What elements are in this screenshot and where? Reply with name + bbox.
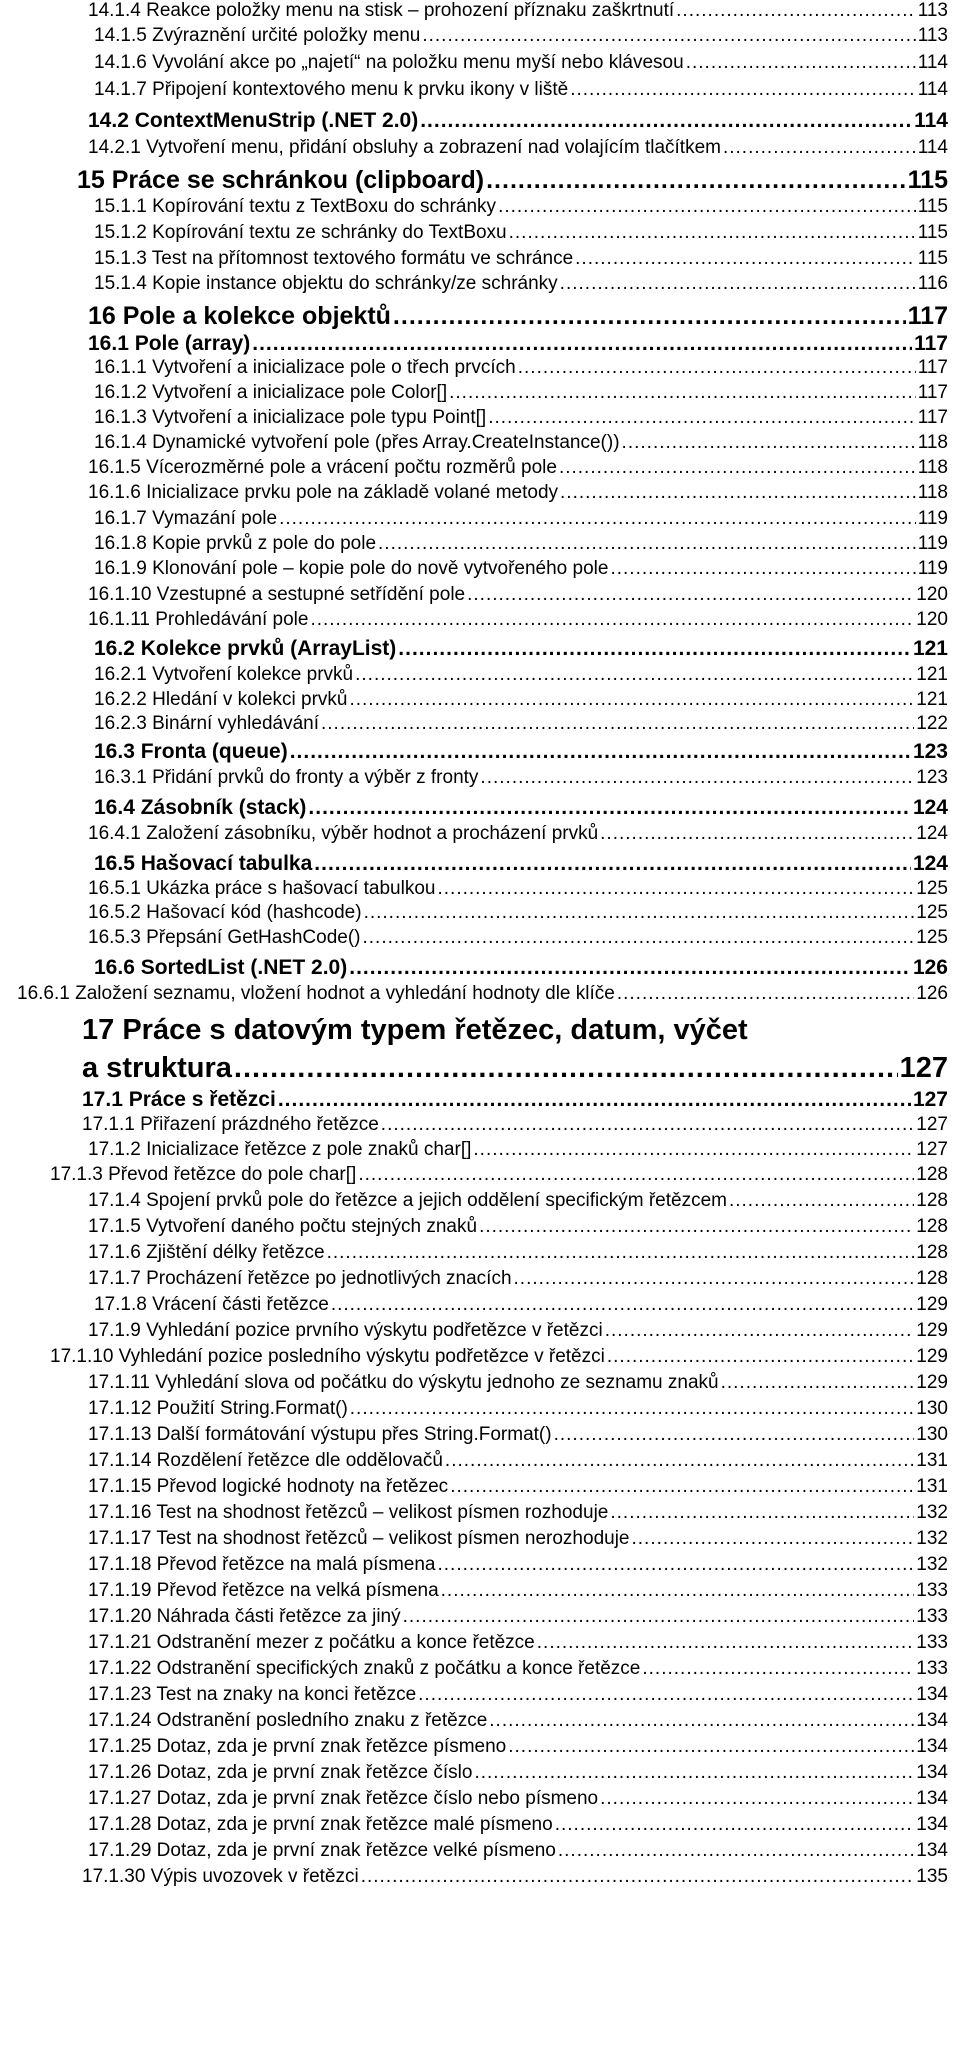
toc-leader-dots [686,52,916,74]
toc-page-number: 122 [916,713,948,734]
toc-leader-dots [575,248,916,270]
toc-entry-title: 16.1.8 Kopie prvků z pole do pole [94,533,377,554]
toc-leader-dots [363,927,915,949]
toc-leader-dots [474,1762,914,1784]
toc-page-number: 115 [917,196,948,217]
toc-entry-title: 17.1 Práce s řetězci [82,1088,276,1111]
toc-entry-title: 16.2.3 Binární vyhledávání [94,713,319,734]
toc-entry[interactable] [88,1736,948,1758]
toc-entry-title: 16.2.2 Hledání v kolekci prvků [94,689,348,710]
toc-page-number: 124 [916,823,948,844]
toc-page-number: 115 [917,222,948,243]
toc-entry-title: 16.1.3 Vytvoření a inicializace pole typu Point[] [94,407,487,428]
toc-entry-title: 14.1.7 Připojení kontextového menu k prvku ikony v liště [94,79,569,100]
toc-page-number: 127 [912,1088,948,1111]
toc-leader-dots [361,1866,915,1888]
toc-page-number: 133 [916,1580,948,1601]
toc-section[interactable] [94,851,948,876]
toc-leader-dots [555,1814,915,1836]
toc-leader-dots [310,609,914,631]
toc-entry-title: 14.1.4 Reakce položky menu na stisk – prohození příznaku zaškrtnutí [88,0,675,21]
toc-leader-dots [314,851,911,876]
toc-leader-dots [676,0,916,22]
toc-leader-dots [480,767,914,789]
toc-leader-dots [554,1424,915,1446]
toc-page-number: 128 [916,1268,948,1289]
toc-page-number: 134 [916,1814,948,1835]
toc-entry-title: 14.1.5 Zvýraznění určité položky menu [94,25,421,46]
toc-entry-title: 16.2.1 Vytvoření kolekce prvků [94,664,354,685]
toc-leader-dots [403,1606,915,1628]
toc-entry[interactable] [88,1268,948,1290]
toc-entry[interactable] [88,1684,948,1706]
toc-leader-dots [398,636,911,661]
toc-page-number: 134 [916,1840,948,1861]
toc-page-number: 121 [916,664,948,685]
toc-page-number: 116 [917,273,948,294]
toc-entry[interactable] [88,1398,948,1420]
toc-entry[interactable] [94,713,948,735]
toc-entry[interactable] [88,1139,948,1161]
toc-page-number: 117 [907,302,948,330]
toc-page-number: 133 [916,1632,948,1653]
toc-leader-dots [321,713,914,735]
toc-page-number: 128 [916,1216,948,1237]
toc-leader-dots [278,1087,911,1112]
toc-entry-title: 17.1.22 Odstranění specifických znaků z počátku a konce řetězce [88,1658,641,1679]
toc-entry[interactable] [94,248,948,270]
toc-page-number: 113 [917,25,948,46]
toc-leader-dots [331,1294,914,1316]
toc-entry[interactable] [88,823,948,845]
toc-leader-dots [642,1658,914,1680]
toc-entry[interactable] [88,902,948,924]
toc-leader-dots [234,1051,898,1085]
toc-leader-dots [518,357,916,379]
toc-entry-title: 17.1.21 Odstranění mezer z počátku a konce řetězce [88,1632,535,1653]
toc-page-number: 123 [912,740,948,763]
toc-page-number: 132 [916,1528,948,1549]
toc-entry-title: 17.1.1 Přiřazení prázdného řetězce [82,1114,379,1135]
toc-entry-title: 17.1.8 Vrácení části řetězce [94,1294,329,1315]
toc-entry-title: 17.1.28 Dotaz, zda je první znak řetězce malé písmeno [88,1814,553,1835]
toc-entry-title: 17.1.19 Převod řetězce na velká písmena [88,1580,439,1601]
toc-page-number: 119 [917,558,948,579]
toc-page-number: 125 [916,902,948,923]
toc-leader-dots [514,1268,915,1290]
toc-page-number: 125 [916,927,948,948]
toc-page-number: 126 [916,983,948,1004]
toc-entry[interactable] [17,983,948,1005]
toc-entry-title: 16.5.3 Přepsání GetHashCode() [88,927,361,948]
toc-leader-dots [467,584,914,606]
toc-leader-dots [600,1788,914,1810]
toc-page-number: 128 [916,1164,948,1185]
toc-entry-title: 16.1.7 Vymazání pole [94,508,278,529]
toc-page-number: 128 [916,1242,948,1263]
toc-page-number: 115 [917,248,948,269]
toc-page-number: 130 [916,1398,948,1419]
toc-leader-dots [632,1528,915,1550]
toc-leader-dots [600,823,914,845]
toc-entry[interactable] [88,482,948,504]
toc-page-number: 134 [916,1788,948,1809]
toc-entry[interactable] [88,137,948,159]
toc-entry[interactable] [82,1866,948,1888]
toc-chapter[interactable] [82,1051,948,1085]
toc-entry-title: 16.5.1 Ukázka práce s hašovací tabulkou [88,878,436,899]
toc-chapter[interactable] [82,1013,748,1047]
toc-entry[interactable] [94,558,948,580]
toc-entry-title: 17.1.29 Dotaz, zda je první znak řetězce velké písmeno [88,1840,556,1861]
toc-entry[interactable] [88,1762,948,1784]
toc-leader-dots [488,407,916,429]
toc-section[interactable] [88,108,948,133]
toc-entry[interactable] [94,79,948,101]
toc-page-number: 131 [916,1450,948,1471]
toc-leader-dots [559,457,916,479]
toc-section[interactable] [94,739,948,764]
toc-entry[interactable] [94,767,948,789]
toc-page-number: 134 [916,1736,948,1757]
toc-entry[interactable] [94,52,948,74]
toc-leader-dots [622,432,916,454]
toc-entry-title: 16.1.5 Vícerozměrné pole a vrácení počtu rozměrů pole [88,457,557,478]
toc-entry[interactable] [88,1632,948,1654]
toc-entry[interactable] [88,1528,948,1550]
toc-page-number: 117 [917,407,948,428]
toc-leader-dots [437,1554,914,1576]
toc-page-number: 134 [916,1684,948,1705]
toc-entry-title: 15.1.1 Kopírování textu z TextBoxu do schránky [94,196,497,217]
toc-page-number: 118 [917,482,948,503]
toc-page-number: 120 [916,584,948,605]
toc-entry[interactable] [88,1372,948,1394]
toc-entry-title: 16.1.11 Prohledávání pole [88,609,309,630]
toc-leader-dots [473,1139,914,1161]
toc-entry-title: 17.1.11 Vyhledání slova od počátku do výskytu jednoho ze seznamu znaků [88,1372,719,1393]
toc-page-number: 125 [916,878,948,899]
toc-leader-dots [558,1840,914,1862]
toc-chapter[interactable] [77,165,948,195]
toc-entry[interactable] [94,407,948,429]
toc-page-number: 134 [916,1710,948,1731]
toc-leader-dots [509,222,916,244]
toc-page-number: 132 [916,1502,948,1523]
toc-entry-title: 16.1.1 Vytvoření a inicializace pole o třech prvcích [94,357,516,378]
toc-entry-title: 17.1.12 Použití String.Format() [88,1398,348,1419]
toc-entry-title: 17.1.24 Odstranění posledního znaku z řetězce [88,1710,488,1731]
toc-entry-title: 16.2 Kolekce prvků (ArrayList) [94,637,397,660]
toc-entry-title: 17.1.30 Výpis uvozovek v řetězci [82,1866,359,1887]
toc-entry[interactable] [88,1840,948,1862]
toc-section[interactable] [88,331,948,356]
toc-entry[interactable] [50,1346,948,1368]
toc-entry-title: 16.1.10 Vzestupné a sestupné setřídění pole [88,584,466,605]
toc-page-number: 129 [916,1294,948,1315]
toc-leader-dots [445,1450,914,1472]
toc-section[interactable] [94,955,948,980]
toc-entry-title: 16.6.1 Založení seznamu, vložení hodnot a vyhledání hodnoty dle klíče [17,983,615,1004]
toc-page-number: 114 [917,79,948,100]
toc-entry[interactable] [88,1320,948,1342]
toc-entry-title: 17.1.4 Spojení prvků pole do řetězce a jejich oddělení specifickým řetězcem [88,1190,727,1211]
toc-page-number: 117 [914,332,948,355]
toc-entry[interactable] [88,1658,948,1680]
toc-entry-title: 14.2 ContextMenuStrip (.NET 2.0) [88,109,419,132]
toc-entry[interactable] [88,1450,948,1472]
toc-leader-dots [252,331,912,356]
toc-leader-dots [381,1114,915,1136]
toc-page-number: 124 [912,796,948,819]
toc-entry-title: 17.1.7 Procházení řetězce po jednotlivých znacích [88,1268,512,1289]
toc-entry-title: 16.1.4 Dynamické vytvoření pole (přes Array.CreateInstance()) [94,432,620,453]
toc-entry[interactable] [94,196,948,218]
toc-page-number: 129 [916,1346,948,1367]
toc-entry-title: 16.4.1 Založení zásobníku, výběr hodnot a procházení prvků [88,823,599,844]
toc-page-number: 128 [916,1190,948,1211]
toc-page-number: 127 [916,1139,948,1160]
toc-leader-dots [327,1242,915,1264]
toc-entry[interactable] [94,689,948,711]
toc-page-number: 118 [917,432,948,453]
toc-entry-title: 15.1.2 Kopírování textu ze schránky do TextBoxu [94,222,507,243]
toc-entry[interactable] [88,1814,948,1836]
toc-leader-dots [418,1684,914,1706]
toc-entry[interactable] [88,0,948,22]
toc-page-number: 127 [916,1114,948,1135]
toc-entry[interactable] [88,1216,948,1238]
toc-page-number: 130 [916,1424,948,1445]
toc-entry-title: 14.1.6 Vyvolání akce po „najetí“ na položku menu myší nebo klávesou [94,52,684,73]
toc-entry-title: 17.1.15 Převod logické hodnoty na řetězec [88,1476,449,1497]
toc-leader-dots [617,983,914,1005]
toc-entry[interactable] [94,1294,948,1316]
toc-entry[interactable] [88,1554,948,1576]
toc-entry[interactable] [94,382,948,404]
toc-page-number: 126 [912,956,948,979]
toc-page-number: 117 [917,382,948,403]
toc-page-number: 119 [917,533,948,554]
toc-entry-title: 16.5 Hašovací tabulka [94,852,313,875]
toc-entry-title: 17.1.14 Rozdělení řetězce dle oddělovačů [88,1450,443,1471]
toc-page-number: 114 [914,109,948,132]
toc-page-number: 115 [907,166,948,194]
toc-page-number: 129 [916,1320,948,1341]
toc-entry-title: 17.1.3 Převod řetězce do pole char[] [50,1164,357,1185]
toc-entry[interactable] [88,1580,948,1602]
toc-section[interactable] [94,795,948,820]
toc-leader-dots [486,165,906,195]
toc-leader-dots [290,739,911,764]
toc-section[interactable] [82,1087,948,1112]
toc-leader-dots [610,558,915,580]
toc-entry-title: 16.4 Zásobník (stack) [94,796,307,819]
toc-leader-dots [279,508,916,530]
toc-entry[interactable] [94,357,948,379]
toc-leader-dots [393,301,906,331]
toc-entry-title: 17.1.6 Zjištění délky řetězce [88,1242,325,1263]
toc-page-number: 113 [917,0,948,21]
toc-page-number: 133 [916,1658,948,1679]
toc-leader-dots [422,25,915,47]
toc-page-number: 114 [917,52,948,73]
toc-entry-title: 17.1.17 Test na shodnost řetězců – velikost písmen nerozhoduje [88,1528,630,1549]
toc-leader-dots [349,689,914,711]
toc-entry[interactable] [50,1164,948,1186]
toc-leader-dots [607,1346,914,1368]
toc-page-number: 133 [916,1606,948,1627]
toc-leader-dots [721,1372,915,1394]
toc-leader-dots [570,79,916,101]
toc-entry-title: 17.1.13 Další formátování výstupu přes String.Format() [88,1424,552,1445]
toc-entry[interactable] [88,1606,948,1628]
toc-page-number: 123 [916,767,948,788]
toc-entry-title: 15 Práce se schránkou (clipboard) [77,166,485,194]
toc-page-number: 120 [916,609,948,630]
toc-entry-title: 17.1.27 Dotaz, zda je první znak řetězce číslo nebo písmeno [88,1788,599,1809]
toc-entry[interactable] [94,664,948,686]
toc-leader-dots [489,1710,914,1732]
toc-entry[interactable] [88,1710,948,1732]
toc-leader-dots [350,1398,915,1420]
toc-page-number: 129 [916,1372,948,1393]
toc-entry-title: 16.5.2 Hašovací kód (hashcode) [88,902,362,923]
toc-leader-dots [723,137,916,159]
toc-entry[interactable] [88,878,948,900]
toc-entry-title: 16.6 SortedList (.NET 2.0) [94,956,348,979]
toc-entry[interactable] [94,273,948,295]
toc-page-number: 119 [917,508,948,529]
toc-entry-title: 17.1.23 Test na znaky na konci řetězce [88,1684,417,1705]
toc-leader-dots [308,795,911,820]
toc-page-number: 132 [916,1554,948,1575]
toc-leader-dots [364,902,915,924]
toc-leader-dots [358,1164,914,1186]
toc-entry-title: 16.1.6 Inicializace prvku pole na základě volané metody [88,482,559,503]
toc-entry[interactable] [88,1788,948,1810]
toc-page-number: 118 [917,457,948,478]
toc-entry[interactable] [94,432,948,454]
toc-leader-dots [610,1502,914,1524]
toc-leader-dots [537,1632,915,1654]
toc-entry-title: 15.1.3 Test na přítomnost textového formátu ve schránce [94,248,574,269]
toc-entry-title: 16.1.2 Vytvoření a inicializace pole Color[] [94,382,448,403]
toc-entry-title: 16 Pole a kolekce objektů [88,302,391,330]
toc-entry-title: 14.2.1 Vytvoření menu, přidání obsluhy a zobrazení nad volajícím tlačítkem [88,137,721,158]
toc-entry[interactable] [94,222,948,244]
toc-entry-title: 16.1 Pole (array) [88,332,251,355]
toc-page-number: 121 [912,637,948,660]
toc-entry[interactable] [88,1476,948,1498]
toc-entry-title: 17.1.2 Inicializace řetězce z pole znaků char[] [88,1139,472,1160]
toc-leader-dots [560,273,916,295]
toc-page-number: 124 [912,852,948,875]
toc-leader-dots [498,196,916,218]
toc-entry[interactable] [94,25,948,47]
toc-leader-dots [437,878,914,900]
toc-leader-dots [508,1736,914,1758]
toc-entry-title: 16.3 Fronta (queue) [94,740,288,763]
toc-page-number: 127 [899,1052,948,1084]
toc-entry-title: 17.1.5 Vytvoření daného počtu stejných znaků [88,1216,478,1237]
toc-entry[interactable] [88,1242,948,1264]
toc-entry[interactable] [94,533,948,555]
toc-page-number: 117 [917,357,948,378]
toc-entry-title: 17.1.26 Dotaz, zda je první znak řetězce číslo [88,1762,473,1783]
toc-page-number: 135 [916,1866,948,1887]
toc-page-number: 114 [917,137,948,158]
toc-leader-dots [605,1320,915,1342]
toc-page-number: 134 [916,1762,948,1783]
toc-leader-dots [441,1580,915,1602]
toc-leader-dots [420,108,912,133]
toc-section[interactable] [94,636,948,661]
toc-entry[interactable] [88,609,948,631]
toc-entry-title: a struktura [82,1052,232,1084]
toc-entry-title: 17.1.16 Test na shodnost řetězců – velikost písmen rozhoduje [88,1502,609,1523]
toc-entry-title: 16.1.9 Klonování pole – kopie pole do nově vytvořeného pole [94,558,609,579]
toc-entry-title: 17.1.18 Převod řetězce na malá písmena [88,1554,436,1575]
toc-entry[interactable] [82,1114,948,1136]
toc-entry-title: 17.1.25 Dotaz, zda je první znak řetězce písmeno [88,1736,507,1757]
toc-leader-dots [450,1476,914,1498]
toc-leader-dots [349,955,911,980]
toc-entry[interactable] [88,1424,948,1446]
toc-leader-dots [729,1190,914,1212]
toc-entry[interactable] [88,927,948,949]
toc-entry-title: 16.3.1 Přidání prvků do fronty a výběr z fronty [94,767,479,788]
toc-entry-title: 17.1.9 Vyhledání pozice prvního výskytu podřetězce v řetězci [88,1320,603,1341]
toc-entry[interactable] [88,584,948,606]
toc-entry[interactable] [94,508,948,530]
toc-leader-dots [479,1216,914,1238]
toc-entry[interactable] [88,1502,948,1524]
toc-entry[interactable] [88,1190,948,1212]
toc-leader-dots [560,482,916,504]
toc-entry-title: 17 Práce s datovým typem řetězec, datum, výčet [82,1014,748,1046]
toc-leader-dots [355,664,914,686]
toc-page-number: 131 [916,1476,948,1497]
toc-entry-title: 15.1.4 Kopie instance objektu do schránky/ze schránky [94,273,558,294]
toc-leader-dots [449,382,916,404]
toc-page-number: 121 [916,689,948,710]
toc-entry-title: 17.1.20 Náhrada části řetězce za jiný [88,1606,401,1627]
toc-chapter[interactable] [88,301,948,331]
toc-entry-title: 17.1.10 Vyhledání pozice posledního výskytu podřetězce v řetězci [50,1346,605,1367]
toc-leader-dots [378,533,916,555]
toc-entry[interactable] [88,457,948,479]
